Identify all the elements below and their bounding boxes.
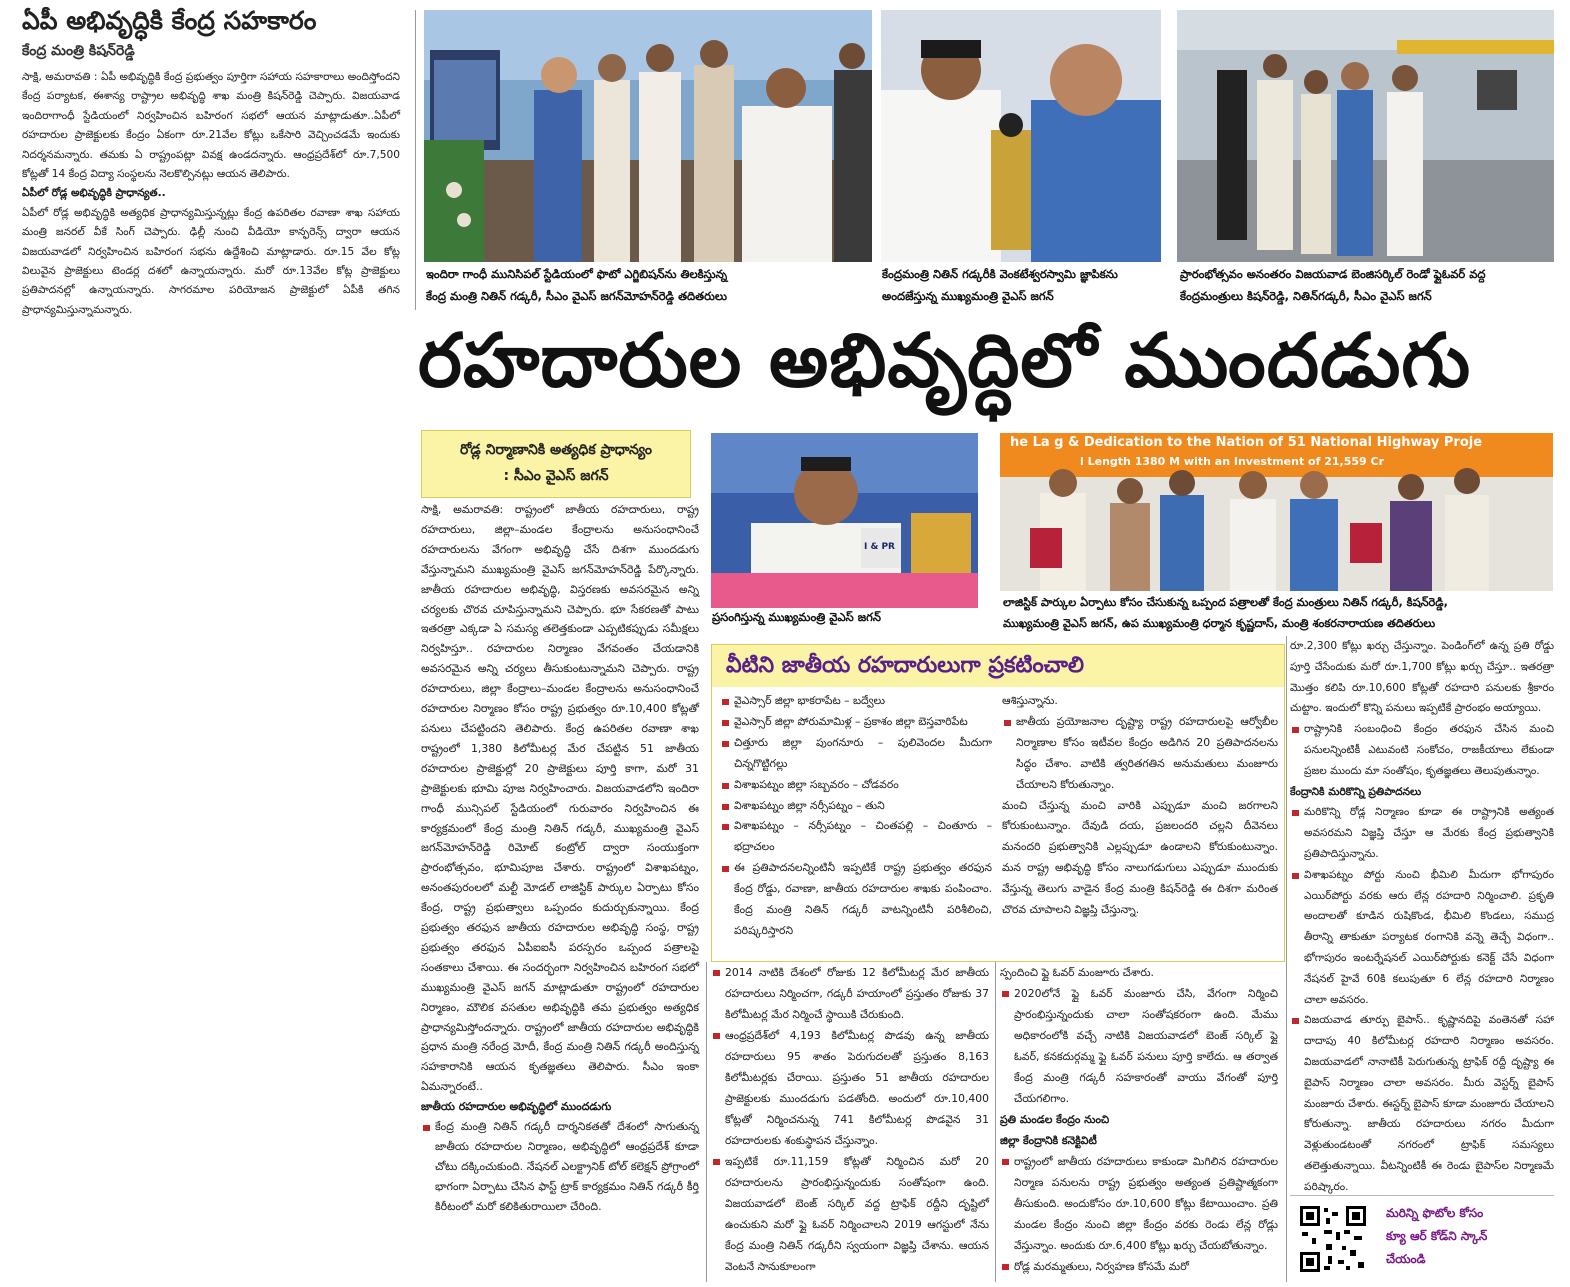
left-story-subhead: ఏపీలో రోడ్ల అభివృద్ధికి ప్రాధాన్యత.. [22, 187, 166, 200]
bottom-subhead: జిల్లా కేంద్రానికి కనెక్టివిటీ [1000, 1134, 1097, 1147]
demand-item: చిత్తూరు జిల్లా పుంగనూరు – పులివెందల మీదుగా చిన్నగొట్టిగల్లు [720, 733, 992, 775]
caption-line: కేంద్రమంత్రి నితిన్ గడ్కరీకి వెంకటేశ్వరస్వామి జ్ఞాపికను [882, 267, 1118, 281]
demand-item: విశాఖపట్నం జిల్లా సబ్బవరం – చోడవరం [720, 775, 992, 796]
photo-exhibition [424, 10, 872, 262]
qr-text: మరిన్ని ఫొటోల కోసం [1386, 1206, 1484, 1220]
right-bullet: విశాఖపట్నం పోర్టు నుంచి భీమిలి మీదుగా భోగాపురం ఎయిర్‌పోర్టు వరకు ఆరు లేన్ల రహదారి నిర్మించాలి. ప్రకృతి అందాలతో కూడిన రుషికొండ, భీమిలి కొండలు, సముద్ర తీరాన్ని తాకుతూ పర్యాటక రంగానికి వన్నె తెచ్చే విధంగా.. భోగాపురం ఇంటర్నేషనల్ ఎయిర్‌పోర్టుకు కనెక్ట్ చేసే విధంగా నేషనల్ హైవే 60కి కలుపుతూ 6 లేన్ల రహదారి నిర్మాణం చాలా అవసరం. [1290, 865, 1554, 1011]
bottom-subhead: ప్రతి మండల కేంద్రం నుంచి [1000, 1113, 1110, 1126]
photo-flyover-caption [1180, 263, 1560, 307]
bottom-bullet: రోడ్ల మరమ్మతులు, నిర్వహణ కోసమే మరో [1000, 1256, 1278, 1277]
qr-code-icon[interactable] [1298, 1204, 1368, 1274]
demand-item: జాతీయ ప్రయోజనాల దృష్ట్యా రాష్ట్ర రహదారులపై ఆర్వోబీల నిర్మాణాల కోసం ఇటీవల కేంద్రం అడిగిన 20 ప్రతిపాదనలను సిద్ధం చేశాం. వాటికి త్వరితగతిన అనుమతులు మంజూరు చేయాలని కోరుతున్నాం. [1002, 712, 1278, 796]
caption-line: ముఖ్యమంత్రి వైఎస్ జగన్, ఉప ముఖ్యమంత్రి ధర్మాన కృష్ణదాస్, మంత్రి శంకరనారాయణ తదితరులు [1003, 617, 1436, 630]
photo-speech [711, 433, 978, 608]
photo-agreement-caption [1003, 592, 1558, 634]
qr-block [1290, 1195, 1554, 1279]
right-bullet: మరికొన్ని రోడ్ల నిర్మాణం కూడా ఈ రాష్ట్రానికి అత్యంత అవసరమని విజ్ఞప్తి చేస్తూ ఆ మేరకు కేంద్ర ప్రభుత్వానికి ప్రతిపాదిస్తున్నాను. [1290, 802, 1554, 864]
center-story-body [421, 500, 699, 1217]
center-title-box [421, 430, 691, 498]
bottom-bullet: 2020లోనే ఫ్లై ఓవర్ మంజూరు చేసి, వేగంగా నిర్మించి ప్రారంభిస్తున్నందుకు చాలా సంతోషకరంగా ఉంది. మేము అధికారంలోకి వచ్చే నాటికి విజయవాడలో బెంజ్ సర్కిల్ ఫ్లై ఓవర్, కనకదుర్గమ్మ ఫ్లై ఓవర్ పనులు పూర్తి కాలేదు. ఆ తర్వాత కేంద్ర మంత్రి గడ్కరీ సహకారంతో వాయు వేగంతో పూర్తి చేయగలిగాం. [1000, 983, 1278, 1109]
caption-line: అందజేస్తున్న ముఖ్యమంత్రి వైఎస్ జగన్ [882, 289, 1054, 303]
right-subhead: కేంద్రానికి మరికొన్ని ప్రతిపాదనలు [1290, 785, 1422, 798]
bottom-col-2 [1000, 962, 1278, 1277]
center-title-line: రోడ్ల నిర్మాణానికి అత్యధిక ప్రాధాన్యం [460, 442, 652, 458]
qr-text: చేయండి [1386, 1252, 1426, 1266]
bottom-bullet: ఇప్పటికే రూ.11,159 కోట్లతో నిర్మించిన మరో 20 రహదారులను ప్రారంభిస్తున్నందుకు సంతోషంగా ఉంది. విజయవాడలో బెంజ్ సర్కిల్ వద్ద ట్రాఫిక్ రద్దీని దృష్టిలో ఉంచుకుని మరో ఫ్లై ఓవర్ నిర్మించాలని 2019 ఆగస్టులో నేను కేంద్ర మంత్రి నితిన్ గడ్కరీని స్వయంగా విజ్ఞప్తి చేశాను. ఆయన వెంటనే సానుకూలంగా [711, 1151, 989, 1277]
bottom-lead: స్పందించి ఫ్లై ఓవర్ మంజూరు చేశారు. [1000, 966, 1154, 979]
bottom-bullet: ఆంధ్రప్రదేశ్‌లో 4,193 కిలోమీటర్ల పొడవు ఉన్న జాతీయ రహదారులు 95 శాతం పెరుగుదలతో ప్రస్తుతం 8,163 కిలోమీటర్లకు చేరాయి. ప్రస్తుతం 51 జాతీయ రహదారుల ప్రాజెక్టులకు ముందడుగు పడతోంది. అందులో రూ.10,400 కోట్లతో నిర్మించనున్న 741 కిలోమీటర్ల పొడవైన 31 రహదారులకు శంకుస్థాపన చేస్తున్నాం. [711, 1025, 989, 1151]
left-story-para: ఏపీలో రోడ్ల అభివృద్ధికి అత్యధిక ప్రాధాన్యమిస్తున్నట్లు కేంద్ర ఉపరితల రవాణా శాఖ సహాయ మంత్రి జనరల్ వీకే సింగ్ చెప్పారు. ఢిల్లీ నుంచి వీడియో కాన్ఫరెన్స్ ద్వారా ఆయన విజయవాడలో నిర్వహించిన బహిరంగ సభను ఉద్దేశించి మాట్లాడారు. రూ.15 వేల కోట్ల విలువైన ప్రాజెక్టులు టెండర్ల దశలో ఉన్నాయన్నారు. మరో రూ.13వేల కోట్ల ప్రాజెక్టులు ప్రతిపాదనల్లో ఉన్నాయన్నారు. సాగరమాల పరియోజన ప్రాజెక్టులో ఏపీకి తగిన ప్రాధాన్యమిస్తున్నామన్నారు. [22, 206, 400, 316]
column-divider [706, 962, 707, 1282]
caption-line: కేంద్ర మంత్రి నితిన్ గడ్కరీ, సీఎం వైఎస్ జగన్‌మోహన్‌రెడ్డి తదితరులు [426, 289, 728, 303]
caption-line: లాజిస్టిక్ పార్కుల ఏర్పాటు కోసం చేసుకున్న ఒప్పంద పత్రాలతో కేంద్ర మంత్రులు నితిన్ గడ్కరీ, కిషన్‌రెడ్డి, [1003, 596, 1448, 609]
center-title-line: : సీఎం వైఎస్ జగన్ [503, 468, 609, 484]
left-story-para: సాక్షి, అమరావతి : ఏపీ అభివృద్ధికి కేంద్ర ప్రభుత్వం పూర్తిగా సహాయ సహకారాలు అందిస్తోందని కేంద్ర పర్యాటక, ఈశాన్య రాష్ట్రాల అభివృద్ధి శాఖ మంత్రి కిషన్‌రెడ్డి చెప్పారు. విజయవాడ ఇందిరాగాంధీ స్టేడియంలో నిర్వహించిన బహిరంగ సభలో ఆయన మాట్లాడుతూ..ఏపీలో రహదారుల ప్రాజెక్టులకు కేంద్రం ఏకంగా రూ.21వేల కోట్లు ఒకేసారి వెచ్చించడమే ఇందుకు నిదర్శనమన్నారు. తమకు ఏ రాష్ట్రంపట్లా వివక్ష ఉండదన్నారు. ఆంధ్రప్రదేశ్‌లో రూ.7,500 కోట్లతో 14 కేంద్ర విద్యా సంస్థలను నెలకొల్పినట్లు ఆయన తెలిపారు. [22, 71, 400, 181]
caption-line: ఇందిరా గాంధీ మునిసిపల్ స్టేడియంలో ఫొటో ఎగ్జిబిషన్‌ను తిలకిస్తున్న [426, 267, 728, 281]
photo-agreement [1000, 433, 1553, 591]
bottom-bullet: రాష్ట్రంలో జాతీయ రహదారులు కాకుండా మిగిలిన రహదారుల నిర్మాణ పనులను రాష్ట్ర ప్రభుత్వం అత్యంత ప్రతిష్టాత్మకంగా తీసుకుంది. అందుకోసం రూ.10,600 కోట్లు కేటాయించాం. ప్రతి మండల కేంద్రం నుంచి జిల్లా కేంద్రం వరకు రెండు లేన్ల రోడ్లు వేస్తున్నాం. అందుకు రూ.6,400 కోట్లు ఖర్చు చేయబోతున్నాం. [1000, 1151, 1278, 1256]
caption-line: కేంద్రమంత్రులు కిషన్‌రెడ్డి, నితిన్‌గడ్కరీ, సీఎం వైఎస్ జగన్ [1180, 289, 1432, 303]
demand-item: వైఎస్సార్ జిల్లా పోరుమామిళ్ల – ప్రకాశం జిల్లా బెస్తవారిపేట [720, 712, 992, 733]
column-divider [995, 962, 996, 1282]
bottom-bullet: 2014 నాటికి దేశంలో రోజుకు 12 కిలోమీటర్ల మేర జాతీయ రహదారులు నిర్మించగా, గడ్కరీ హయాంలో ప్రస్తుతం రోజుకు 37 కిలోమీటర్ల మేర నిర్మించే స్థాయికి చేరుకుంది. [711, 962, 989, 1025]
photo-flyover [1177, 10, 1554, 262]
photo-exhibition-caption [426, 263, 876, 307]
demand-item: వైఎస్సార్ జిల్లా భాకరాపేట – బద్వేలు [720, 691, 992, 712]
demands-box [711, 644, 1285, 962]
banner-line: l Length 1380 M with an Investment of 21,559 Cr [1080, 455, 1384, 468]
demands-title-bar [712, 645, 1284, 687]
center-story-subhead: జాతీయ రహదారుల అభివృద్ధిలో ముందడుగు [421, 1100, 612, 1114]
mic-label: I & PR [864, 542, 895, 552]
qr-text: క్యూ ఆర్ కోడ్‌ని స్కాన్ [1386, 1229, 1488, 1243]
left-story-headline: ఏపీ అభివృద్ధికి కేంద్ర సహకారం [22, 6, 317, 35]
demand-item: విశాఖపట్నం జిల్లా నర్సీపట్నం – తుని [720, 796, 992, 817]
photo-speech-caption: ప్రసంగిస్తున్న ముఖ్యమంత్రి వైఎస్ జగన్ [712, 610, 881, 624]
right-lead: రూ.2,300 కోట్లు ఖర్చు చేస్తున్నాం. పెండింగ్‌లో ఉన్న ప్రతి రోడ్డు పూర్తి చేసేందుకు మరో రూ.1,700 కోట్లు ఖర్చు చేస్తూ.. ఇతరత్రా మొత్తం కలిపి రూ.10,600 కోట్లతో రహదారి పనులకు శ్రీకారం చుట్టాం. ఇందులో కొన్ని పనులు ఇప్పటికే ప్రారంభం అయ్యాయి. [1290, 640, 1554, 715]
bottom-col-1 [711, 962, 989, 1277]
demand-cont: ఆశిస్తున్నాను. [1002, 694, 1058, 707]
photo-memento-caption [882, 263, 1172, 307]
left-story-byline: కేంద్ర మంత్రి కిషన్‌రెడ్డి [22, 43, 135, 59]
photo-memento [881, 10, 1161, 262]
left-story [22, 4, 400, 320]
right-col [1290, 636, 1554, 1198]
demand-item: ఈ ప్రతిపాదనలన్నింటినీ ఇప్పటికే రాష్ట్ర ప్రభుత్వం తరఫున కేంద్ర రోడ్డు, రవాణా, జాతీయ రహదారుల శాఖకు పంపించాం. కేంద్ర మంత్రి నితిన్ గడ్కరీ వాటన్నింటినీ పరిశీలించి, పరిష్కరిస్తారని [720, 858, 992, 942]
column-divider [1286, 636, 1287, 1282]
center-story-bullet: కేంద్ర మంత్రి నితిన్ గడ్కరీ దార్శనికతతో దేశంలో సాగుతున్న జాతీయ రహదారుల నిర్మాణం, అభివృద్ధిలో ఆంధ్రప్రదేశ్ కూడా చోటు దక్కించుకుంది. నేషనల్ ఎలక్ట్రానిక్ టోల్ కలెక్షన్ ప్రోగ్రాంలో భాగంగా ఏర్పాటు చేసిన ఫాస్ట్ ట్రాక్ కార్యక్రమం నితిన్ గడ్కరీ కీర్తి కిరీటంలో మరో కలికితురాయిలా చేరింది. [421, 1117, 699, 1217]
right-bullet: రాష్ట్రానికి సంబంధించి కేంద్రం తరఫున చేసిన మంచి పనులన్నింటికీ ఎటువంటి సంకోచం, రాజకీయాలు లేకుండా ప్రజల ముందు మా సంతోషం, కృతజ్ఞతలు తెలుపుతున్నాం. [1290, 719, 1554, 781]
right-bullet: విజయవాడ తూర్పు బైపాస్.. కృష్ణానదిపై వంతెనతో సహా దాదాపు 40 కిలోమీటర్ల రహదారి నిర్మాణం అవసరం. విజయవాడలో నానాటికీ పెరుగుతున్న ట్రాఫిక్ రద్దీ దృష్ట్యా ఈ బైపాస్ నిర్మాణం చాలా అవసరం. మీరు వెస్టర్న్ బైపాస్ మంజూరు చేశారు. ఈస్టర్న్ బైపాస్ కూడా మంజూరు చేయాలని కోరుతున్నా. జాతీయ రహదారులు నగరం మీదుగా వెళ్లుతుండటంతో నగరంలో ట్రాఫిక్ సమస్యలు తలెత్తుతున్నాయి. వీటన్నింటికీ ఈ రెండు బైపాస్‌ల నిర్మాణమే పరిష్కారం. [1290, 1010, 1554, 1197]
center-story-para: సాక్షి, అమరావతి: రాష్ట్రంలో జాతీయ రహదారులు, రాష్ట్ర రహదారులు, జిల్లా–మండల కేంద్రాలను అనుసంధానించే రహదారులను వేగంగా అభివృద్ధి చేసే దిశగా ముందడుగు వేస్తున్నామని ముఖ్యమంత్రి వైఎస్ జగన్‌మోహన్‌రెడ్డి పేర్కొన్నారు. జాతీయ రహదారుల అభివృద్ధి, విస్తరణకు అవసరమైన అన్ని చర్యలకు చొరవ చూపిస్తున్నామని చెప్పారు. భూ సేకరణతో పాటు ఇతరత్రా ఎక్కడా ఏ సమస్య తలెత్తకుండా ఎప్పటికప్పుడు సమీక్షలు నిర్వహిస్తూ.. రహదారుల నిర్మాణం వేగవంతం చేయడానికి అవసరమైన అన్ని చర్యలు తీసుకుంటున్నామని చెప్పారు. రాష్ట్ర రహదారులు, జిల్లా కేంద్రాలు–మండల కేంద్రాలను అనుసంధానించే రహదారుల నిర్మాణం కోసం రాష్ట్ర ప్రభుత్వం రూ.10,400 కోట్లతో పనులు చేపట్టిందని తెలిపారు. కేంద్ర ఉపరితల రవాణా శాఖ రాష్ట్రంలో 1,380 కిలోమీటర్ల మేర చేపట్టిన 51 జాతీయ రహదారుల ప్రాజెక్టుల్లో 20 ప్రాజెక్టులు పూర్తి కాగా, మరో 31 ప్రాజెక్టులకు భూమి పూజ నిర్వహించారు. విజయవాడలోని ఇందిరా గాంధీ మున్సిపల్ స్టేడియంలో గురువారం నిర్వహించిన ఈ కార్యక్రమంలో కేంద్ర మంత్రి నితిన్ గడ్కరీ, ముఖ్యమంత్రి వైఎస్ జగన్‌మోహన్‌రెడ్డి రిమోట్ కంట్రోల్ ద్వారా సంయుక్తంగా ప్రారంభోత్సవం, భూమిపూజ చేశారు. రాష్ట్రంలో విశాఖపట్నం, అనంతపురంలలో మల్టీ మోడల్ లాజిస్టిక్ పార్కుల ఏర్పాటు కోసం కేంద్ర, రాష్ట్ర ప్రభుత్వాలు ఒప్పందం కుదుర్చుకున్నాయి. కేంద్ర ప్రభుత్వం తరఫున జాతీయ రహదారుల అభివృద్ధి సంస్థ, రాష్ట్ర ప్రభుత్వం తరఫున ఏపీఐఐసీ పరస్పరం ఒప్పంద పత్రాలపై సంతకాలు చేశాయి. ఈ సందర్భంగా నిర్వహించిన బహిరంగ సభలో ముఖ్యమంత్రి వైఎస్ జగన్ మాట్లాడుతూ రాష్ట్రంలో రహదారుల నిర్మాణం, మౌలిక వసతుల అభివృద్ధికి తమ ప్రభుత్వం అత్యధిక ప్రాధాన్యమిస్తోందన్నారు. రాష్ట్రంలో జాతీయ రహదారుల అభివృద్ధికి ప్రధాన మంత్రి నరేంద్ర మోదీ, కేంద్ర మంత్రి నితిన్ గడ్కరీ అందిస్తున్న సహకారానికి ఆయన కృతజ్ఞతలు తెలిపారు. సీఎం ఇంకా ఏమన్నారంటే.. [421, 503, 699, 1094]
demand-item: విశాఖపట్నం – నర్సీపట్నం – చింతపల్లి – చింతూరు – భద్రాచలం [720, 816, 992, 858]
main-headline: రహదారుల అభివృద్ధిలో ముందడుగు [418, 318, 1472, 404]
demand-para: మంచి చేస్తున్న మంచి వారికి ఎప్పుడూ మంచి జరగాలని కోరుకుంటున్నాం. దేవుడి దయ, ప్రజలందరి చల్లని దీవెనలు మనందరి ప్రభుత్వానికి ఎల్లప్పుడూ ఉండాలని కోరుకుంటున్నాం. మన రాష్ట్ర అభివృద్ధి కోసం నాలుగడుగులు ఎప్పుడూ ముందుకు వేస్తున్న తెలుగు వాడైన కేంద్ర మంత్రి కిషన్‌రెడ్డి ఈ దిశగా మరింత చొరవ చూపాలని విజ్ఞప్తి చేస్తున్నా. [1002, 798, 1278, 917]
banner-line: he La g & Dedication to the Nation of 51 National Highway Proje [1010, 435, 1483, 450]
caption-line: ప్రారంభోత్సవం అనంతరం విజయవాడ బెంజిసర్కిల్ రెండో ఫ్లైఓవర్ వద్ద [1180, 267, 1486, 281]
column-divider [415, 10, 416, 310]
demands-title: వీటిని జాతీయ రహదారులుగా ప్రకటించాలి [726, 653, 1084, 678]
